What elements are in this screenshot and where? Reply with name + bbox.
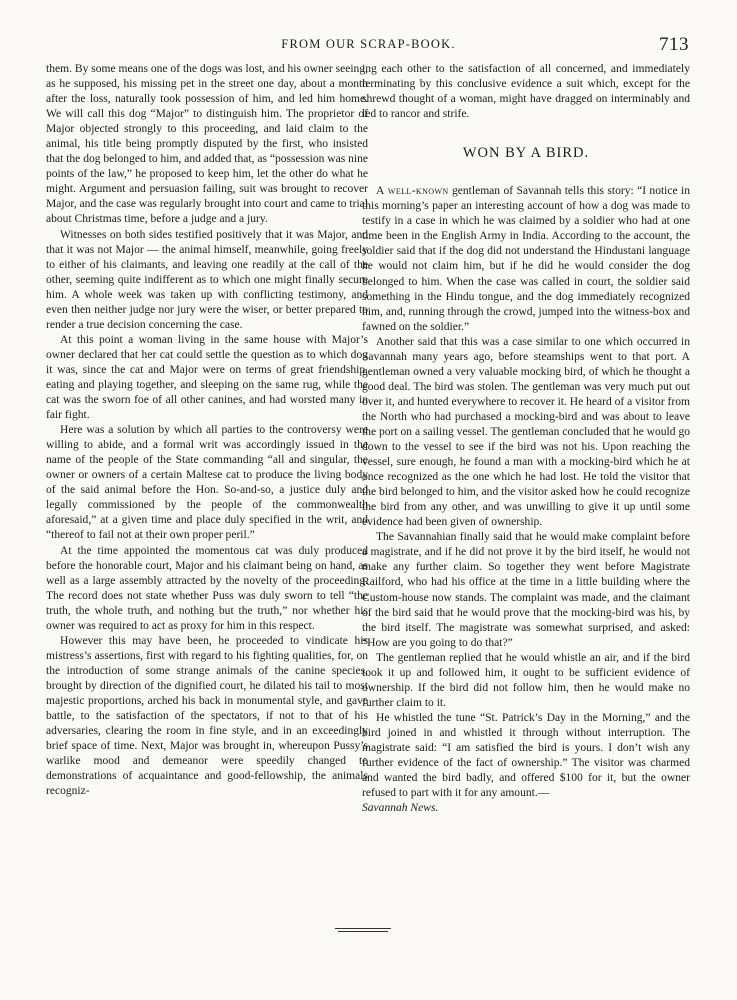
lead-smallcaps: A well-known (376, 185, 449, 198)
right-column (362, 62, 690, 816)
left-paragraph-4: Here was a solution by which all parties to the controversy were willing to abide, and a formal writ was accordingly issued in the name of the people of the State commanding “all and singular, the owner or owners of a certain Maltese cat to produce the living body of the said animal before the Hon. So-and-so, a justice duly and legally commissioned by the people of the commonwealth aforesaid,” at a given time and place duly specified in the writ, and “thereof to fail not at their own proper peril.” (46, 424, 368, 542)
left-paragraph-5: At the time appointed the momentous cat was duly produced before the honorable court, Major and his claimant being on hand, as well as a large assembly attracted by the novelty of the proceeding. The record does not state whether Puss was duly sworn to tell “the truth, the whole truth, and nothing but the truth,” nor whether his owner was required to act as proxy for him in this respect. (46, 544, 368, 632)
source-credit: Savannah News. (362, 802, 439, 815)
footer-rule (335, 928, 391, 929)
page-number: 713 (659, 34, 689, 55)
footer-rule-secondary (338, 931, 388, 932)
running-head (40, 34, 697, 54)
left-column (46, 62, 368, 799)
right-continuation-paragraph: ing each other to the satisfaction of all concerned, and immediately terminating by this conclusive evidence a suit which, except for the shrewd thought of a woman, might have dragged on interminably and led to rancor and strife. (362, 63, 690, 121)
right-paragraph-1: Another said that this was a case similar to one which occurred in Savannah many years ago, before steamships went to that port. A gentleman owned a very valuable mocking bird, of which he thought a good deal. The bird was stolen. The gentleman was very much put out over it, and hunted everywhere to recover it. He heard of a visitor from the North who had purchased a mocking-bird and was about to leave the port on a sailing vessel. The gentleman concluded that he would go down to the vessel to see if the bird was not his. Upon reaching the vessel, sure enough, he found a man with a mocking-bird which he at once recognized as the one which he had lost. He told the visitor that the bird belonged to him, and the visitor asked how he could recognize the bird from any other, and was unwilling to give it up until some evidence had been given of ownership. (362, 335, 690, 529)
running-title: FROM OUR SCRAP-BOOK. (281, 37, 456, 51)
left-paragraph-6: However this may have been, he proceeded to vindicate his mistress’s assertions, first with regard to his fighting qualities, for, on the introduction of some strange animals of the canine species, brought by direction of the dignified court, he dilated his tail to most majestic proportions, arched his back in monumental style, and gave battle, to the satisfaction of the spectators, if not to that of his adversaries, clearing the room in fine style, and in an exceedingly brief space of time. Next, Major was brought in, whereupon Pussy’s warlike mood and demeanor were speedily changed to demonstrations of acquaintance and good-fellowship, the animals recogniz- (46, 634, 368, 798)
left-paragraph-2: Witnesses on both sides testified positively that it was Major, and that it was not Major — the animal himself, meanwhile, going freely to either of his claimants, and leaving one readily at the call of the other, seeming quite indifferent as to which one might finally secure him. A whole week was taken up with conflicting testimony, and even then neither judge nor jury were the wiser, or better prepared to render a true decision concerning the case. (46, 228, 368, 331)
right-paragraph-4 (362, 711, 690, 816)
article-title: WON BY A BIRD. (462, 145, 590, 162)
left-paragraph-3: At this point a woman living in the same house with Major’s owner declared that her cat could settle the question as to which dog it was, since the cat and Major were on terms of great friendship, eating and playing together, and sleeping on the same rug, while the cat was the sworn foe of all other canines, and had worsted many in fair fight. (46, 333, 368, 422)
right-paragraph-3: The gentleman replied that he would whistle an air, and if the bird took it up and followed him, it ought to be sufficient evidence of ownership. If the bird did not follow him, then he would make no further claim to it. (362, 651, 690, 709)
right-paragraph-2: The Savannahian finally said that he would make complaint before a magistrate, and if he did not prove it by the bird itself, he would not make any further claim. So together they went before Magistrate Railford, who had his office at the time in a little building where the Custom-house now stands. The complaint was made, and the claimant of the bird said that he would prove that the mocking-bird was his, by the bird itself. The magistrate was somewhat surprised, and asked: “How are you going to do that?” (362, 531, 690, 649)
right-paragraph-4-text: He whistled the tune “St. Patrick’s Day in the Morning,” and the bird joined in and whistled it through without interruption. The magistrate said: “I am satisfied the bird is yours. I don’t wish any further evidence of the fact of ownership.” The visitor was charmed and wanted the bird badly, and offered $100 for it, but the owner refused to part with it for any amount.— (362, 711, 690, 800)
left-paragraph-1: them. By some means one of the dogs was lost, and his owner seeing, as he supposed, his missing pet in the street one day, about a month after the loss, naturally took possession of him, and led him home. We will call this dog “Major” to distinguish him. The proprietor of Major objected strongly to this proceeding, and laid claim to the animal, his title being promptly disputed by the first, who insisted that the dog belonged to him, and added that, as “possession was nine points of the law,” he proposed to keep him, let the other do what he might. Argument and persuasion failing, suit was brought to recover Major, and the case was regularly brought into court and came to trial about Christmas time, before a judge and a jury. (46, 63, 368, 226)
article-lead-paragraph (362, 184, 690, 334)
lead-rest: gentleman of Savannah tells this story: “I notice in this morning’s paper an interesting account of how a dog was made to testify in a case in which he was claimed by a soldier who had at one time been in the English Army in India. According to the account, the soldier said that if the dog did not understand the Hindustani language he would not claim him, but if he did he would consider the dog belonged to him. When the case was called in court, the soldier said something in the Hindu tongue, and the dog immediately recognized him, and, running through the crowd, jumped into the witness-box and fawned on the soldier.” (362, 185, 691, 333)
